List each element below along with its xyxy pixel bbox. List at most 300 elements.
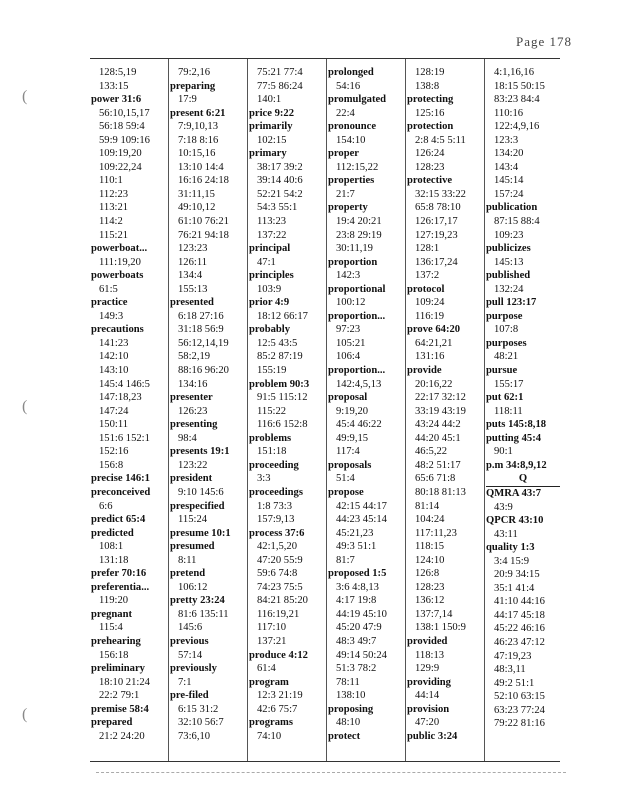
index-page-ref: 138:10: [336, 690, 366, 702]
index-page-ref: 42:6 75:7: [257, 703, 298, 715]
index-column-4: [328, 66, 387, 743]
index-term: prepared: [91, 717, 133, 729]
index-page-ref: 6:6: [99, 500, 113, 512]
index-page-ref: 7:9,10,13: [178, 121, 219, 133]
index-term: proposed 1:5: [328, 568, 387, 580]
index-page-ref: 151:6 152:1: [99, 432, 150, 444]
index-page-ref: 48:10: [336, 717, 361, 729]
index-page-ref: 111:19,20: [99, 256, 141, 268]
index-term: programs: [249, 717, 293, 729]
index-page-ref: 109:24: [415, 297, 445, 309]
index-page-ref: 145:6: [178, 622, 203, 634]
index-page-ref: 87:15 88:4: [494, 216, 540, 228]
index-page-ref: 145:13: [494, 256, 524, 268]
index-page-ref: 152:16: [99, 446, 129, 458]
index-page-ref: 74:10: [257, 730, 282, 742]
index-page-ref: 123:23: [178, 243, 208, 255]
index-term: power 31:6: [91, 94, 142, 106]
index-term: publication: [486, 202, 538, 214]
index-page-ref: 147:24: [99, 405, 129, 417]
index-term: pretend: [170, 568, 206, 580]
index-page-ref: 156:18: [99, 649, 129, 661]
index-page-ref: 65:6 71:8: [415, 473, 456, 485]
index-page-ref: 107:8: [494, 324, 519, 336]
index-page-ref: 117:10: [257, 622, 287, 634]
index-page-ref: 155:19: [257, 365, 287, 377]
index-page-ref: 48:3 49:7: [336, 635, 377, 647]
index-page-ref: 116:19: [415, 310, 445, 322]
index-page-ref: 80:18 81:13: [415, 486, 466, 498]
index-page-ref: 45:21,23: [336, 527, 374, 539]
index-page-ref: 35:1 41:4: [494, 582, 535, 594]
index-page-ref: 20:16,22: [415, 378, 453, 390]
index-term: proposals: [328, 459, 372, 471]
index-page-ref: 83:23 84:4: [494, 94, 540, 106]
index-page-ref: 52:10 63:15: [494, 691, 545, 703]
index-term: powerboats: [91, 270, 144, 282]
index-term: prehearing: [91, 635, 141, 647]
index-page-ref: 51:4: [336, 473, 355, 485]
index-term: pretty 23:24: [170, 595, 225, 607]
index-term: practice: [91, 297, 128, 309]
index-page-ref: 141:23: [99, 337, 129, 349]
index-column-1: [91, 66, 150, 743]
index-page-ref: 134:16: [178, 378, 208, 390]
index-page-ref: 100:12: [336, 297, 366, 309]
index-page-ref: 49:9,15: [336, 432, 369, 444]
index-page-ref: 142:3: [336, 270, 361, 282]
index-page-ref: 48:2 51:17: [415, 459, 461, 471]
index-term: precise 146:1: [91, 473, 150, 485]
index-page-ref: 54:3 55:1: [257, 202, 298, 214]
index-page-ref: 64:21,21: [415, 337, 453, 349]
index-term: president: [170, 473, 213, 485]
index-page-ref: 81:14: [415, 500, 440, 512]
index-page-ref: 8:11: [178, 554, 197, 566]
index-page-ref: 110:1: [99, 175, 123, 187]
index-page-ref: 74:23 75:5: [257, 581, 303, 593]
index-term: problem 90:3: [249, 378, 310, 390]
index-term: QPCR 43:10: [486, 515, 544, 527]
index-page-ref: 13:10 14:4: [178, 161, 224, 173]
index-page-ref: 4:17 19:8: [336, 595, 377, 607]
index-page-ref: 54:16: [336, 80, 361, 92]
index-term: proposing: [328, 703, 374, 715]
index-term: publicizes: [486, 243, 531, 255]
page-number: Page 178: [515, 34, 572, 49]
index-page-ref: 9:10 145:6: [178, 486, 224, 498]
column-divider: [326, 59, 327, 761]
index-page-ref: 114:2: [99, 216, 123, 228]
column-divider: [405, 59, 406, 761]
index-page-ref: 4:1,16,16: [494, 67, 535, 78]
index-term: preliminary: [91, 663, 145, 675]
punch-hole-mark-bottom: (: [22, 706, 28, 723]
index-page-ref: 122:4,9,16: [494, 121, 540, 133]
index-page-ref: 102:15: [257, 134, 287, 146]
index-page-ref: 115:21: [99, 229, 129, 241]
index-page-ref: 20:9 34:15: [494, 569, 540, 581]
index-page-ref: 137:22: [257, 229, 287, 241]
index-term: primarily: [249, 121, 293, 133]
index-term: provided: [407, 635, 448, 647]
index-page-ref: 131:16: [415, 351, 445, 363]
index-page-ref: 157:24: [494, 188, 524, 200]
index-term: principles: [249, 270, 294, 282]
index-page-ref: 49:10,12: [178, 202, 216, 214]
index-term: pre-filed: [170, 690, 209, 702]
index-page-ref: 39:14 40:6: [257, 175, 303, 187]
index-page-ref: 136:12: [415, 595, 445, 607]
index-page-ref: 140:1: [257, 94, 282, 106]
index-column-3: [249, 66, 309, 743]
index-page-ref: 45:22 46:16: [494, 623, 545, 635]
index-page-ref: 115:4: [99, 622, 123, 634]
index-page-ref: 113:23: [257, 216, 287, 228]
index-page-ref: 123:3: [494, 134, 519, 146]
index-term: presenter: [170, 392, 213, 404]
index-page-ref: 16:16 24:18: [178, 175, 229, 187]
index-term: process 37:6: [249, 527, 305, 539]
index-page-ref: 118:11: [494, 405, 523, 417]
index-term: precautions: [91, 324, 144, 336]
index-term: protecting: [407, 94, 454, 106]
index-page-ref: 155:13: [178, 283, 208, 295]
index-page-ref: 108:1: [99, 541, 124, 553]
index-page-ref: 1:8 73:3: [257, 500, 293, 512]
index-page-ref: 47:19,23: [494, 650, 532, 662]
index-page-ref: 48:21: [494, 351, 519, 363]
index-page-ref: 128:23: [415, 581, 445, 593]
index-page-ref: 59:6 74:8: [257, 568, 298, 580]
index-page-ref: 134:20: [494, 148, 524, 160]
index-page-ref: 7:1: [178, 676, 192, 688]
index-page-ref: 56:18 59:4: [99, 121, 145, 133]
punch-hole-mark-middle: (: [22, 398, 28, 415]
index-page-ref: 109:23: [494, 229, 524, 241]
index-page-ref: 134:4: [178, 270, 203, 282]
index-term: proportion...: [328, 310, 386, 322]
index-page-ref: 142:4,5,13: [336, 378, 382, 390]
index-page-ref: 79:2,16: [178, 67, 211, 78]
index-page-ref: 18:10 21:24: [99, 676, 150, 688]
index-term: provision: [407, 703, 450, 715]
index-term: purposes: [486, 337, 527, 349]
index-page-ref: 124:10: [415, 554, 445, 566]
index-page-ref: 81:6 135:11: [178, 608, 229, 620]
index-page-ref: 91:5 115:12: [257, 392, 308, 404]
index-page-ref: 10:15,16: [178, 148, 216, 160]
index-page-ref: 18:12 66:17: [257, 310, 308, 322]
index-page-ref: 128:1: [415, 243, 440, 255]
index-page-ref: 65:8 78:10: [415, 202, 461, 214]
index-term: presented: [170, 297, 214, 309]
index-page-ref: 128:23: [415, 161, 445, 173]
index-page-ref: 61:5: [99, 283, 118, 295]
index-page-ref: 31:18 56:9: [178, 324, 224, 336]
index-page-ref: 47:20: [415, 717, 440, 729]
index-term: presumed: [170, 541, 215, 553]
index-page-ref: 2:8 4:5 5:11: [415, 134, 466, 146]
index-page-ref: 143:4: [494, 161, 519, 173]
index-page-ref: 113:21: [99, 202, 129, 214]
index-page-ref: 125:16: [415, 107, 445, 119]
index-term: principal: [249, 243, 291, 255]
index-page-ref: 147:18,23: [99, 392, 142, 404]
index-term: published: [486, 270, 531, 282]
index-page-ref: 6:18 27:16: [178, 310, 224, 322]
index-page-ref: 143:10: [99, 365, 129, 377]
index-page-ref: 137:21: [257, 635, 287, 647]
index-page-ref: 79:22 81:16: [494, 718, 545, 730]
index-column-5: [407, 66, 466, 743]
index-term: presume 10:1: [170, 527, 231, 539]
index-term: proportion: [328, 256, 378, 268]
index-term: price 9:22: [249, 107, 295, 119]
index-term: primary: [249, 148, 287, 160]
index-page-ref: 21:2 24:20: [99, 730, 145, 742]
index-page-ref: 63:23 77:24: [494, 704, 545, 716]
index-page-ref: 106:12: [178, 581, 208, 593]
index-term: prove 64:20: [407, 324, 461, 336]
index-page-ref: 128:5,19: [99, 67, 137, 78]
index-page-ref: 150:11: [99, 419, 129, 431]
column-divider: [168, 59, 169, 761]
index-page-ref: 52:21 54:2: [257, 188, 303, 200]
punch-hole-mark-top: (: [22, 88, 28, 105]
index-term: previously: [170, 663, 217, 675]
index-page-ref: 116:19,21: [257, 608, 300, 620]
index-page-ref: 137:7,14: [415, 608, 453, 620]
index-page-ref: 112:23: [99, 188, 129, 200]
index-page-ref: 106:4: [336, 351, 361, 363]
index-page-ref: 12:3 21:19: [257, 690, 303, 702]
index-page-ref: 115:22: [257, 405, 287, 417]
index-page-ref: 30:11,19: [336, 243, 373, 255]
index-page-ref: 49:14 50:24: [336, 649, 387, 661]
index-page-ref: 77:5 86:24: [257, 80, 303, 92]
index-page-ref: 123:22: [178, 459, 208, 471]
index-term: premise 58:4: [91, 703, 149, 715]
index-term: probably: [249, 324, 291, 336]
index-page-ref: 44:19 45:10: [336, 608, 387, 620]
index-term: proper: [328, 148, 359, 160]
index-term: quality 1:3: [486, 542, 535, 554]
index-page-ref: 46:23 47:12: [494, 636, 545, 648]
index-page-ref: 43:24 44:2: [415, 419, 461, 431]
index-page-ref: 23:8 29:19: [336, 229, 382, 241]
index-page-ref: 33:19 43:19: [415, 405, 466, 417]
index-term: pregnant: [91, 608, 133, 620]
index-page-ref: 90:1: [494, 446, 513, 458]
index-page-ref: 32:15 33:22: [415, 188, 466, 200]
index-term: preparing: [170, 80, 216, 92]
index-page-ref: 154:10: [336, 134, 366, 146]
index-page-ref: 22:2 79:1: [99, 690, 140, 702]
index-page-ref: 9:19,20: [336, 405, 369, 417]
index-page-ref: 42:1,5,20: [257, 541, 298, 553]
footer-rule: [96, 772, 566, 773]
index-page-ref: 61:10 76:21: [178, 216, 229, 228]
index-term: provide: [407, 365, 442, 377]
index-page-ref: 56:12,14,19: [178, 337, 229, 349]
index-page-ref: 46:5,22: [415, 446, 448, 458]
index-term: public 3:24: [407, 730, 458, 742]
index-page-ref: 56:10,15,17: [99, 107, 150, 119]
index-page-ref: 151:18: [257, 446, 287, 458]
index-page-ref: 98:4: [178, 432, 197, 444]
index-page-ref: 126:11: [178, 256, 208, 268]
index-term: program: [249, 676, 289, 688]
index-term: presents 19:1: [170, 446, 230, 458]
index-page-ref: 43:9: [494, 501, 513, 513]
index-term: previous: [170, 635, 209, 647]
index-term: p.m 34:8,9,12: [486, 459, 547, 471]
index-page-ref: 12:5 43:5: [257, 337, 298, 349]
index-page-ref: 76:21 94:18: [178, 229, 229, 241]
index-page-ref: 105:21: [336, 337, 366, 349]
index-term: predict 65:4: [91, 514, 146, 526]
index-page-ref: 42:15 44:17: [336, 500, 387, 512]
index-term: pursue: [486, 365, 518, 377]
index-term: proposal: [328, 392, 368, 404]
index-page-ref: 104:24: [415, 514, 445, 526]
index-page-ref: 84:21 85:20: [257, 595, 308, 607]
index-page-ref: 119:20: [99, 595, 129, 607]
index-term: put 62:1: [486, 392, 524, 404]
index-column-6: [486, 66, 560, 731]
index-page-ref: 138:1 150:9: [415, 622, 466, 634]
index-page-ref: 118:15: [415, 541, 445, 553]
index-column-2: [170, 66, 231, 743]
index-page-ref: 18:15 50:15: [494, 80, 545, 92]
index-page-ref: 44:23 45:14: [336, 514, 387, 526]
index-page-ref: 59:9 109:16: [99, 134, 150, 146]
index-term: present 6:21: [170, 107, 226, 119]
index-term: proportional: [328, 283, 386, 295]
index-term: protective: [407, 175, 453, 187]
index-page-ref: 75:21 77:4: [257, 67, 303, 78]
index-term: providing: [407, 676, 451, 688]
index-term: presenting: [170, 419, 218, 431]
index-page-ref: 44:17 45:18: [494, 609, 545, 621]
index-page-ref: 137:2: [415, 270, 440, 282]
index-page-ref: 112:15,22: [336, 161, 379, 173]
index-term: purpose: [486, 310, 523, 322]
index-page-ref: 109:19,20: [99, 148, 142, 160]
index-page-ref: 45:4 46:22: [336, 419, 382, 431]
index-term: property: [328, 202, 368, 214]
index-page-ref: 57:14: [178, 649, 203, 661]
column-divider: [247, 59, 248, 761]
index-term: pull 123:17: [486, 297, 537, 309]
index-page-ref: 43:11: [494, 528, 518, 540]
index-term: problems: [249, 432, 292, 444]
index-page-ref: 47:20 55:9: [257, 554, 303, 566]
index-page-ref: 3:3: [257, 473, 271, 485]
index-term: protect: [328, 730, 361, 742]
index-term: puts 145:8,18: [486, 419, 547, 431]
index-page-ref: 131:18: [99, 554, 129, 566]
index-page-ref: 149:3: [99, 310, 124, 322]
index-page-ref: 117:11,23: [415, 527, 457, 539]
index-page-ref: 44:14: [415, 690, 440, 702]
index-term: proceeding: [249, 459, 299, 471]
index-page-ref: 117:4: [336, 446, 360, 458]
index-page-ref: 47:1: [257, 256, 276, 268]
index-term: predicted: [91, 527, 134, 539]
index-page-ref: 118:13: [415, 649, 445, 661]
index-term: putting 45:4: [486, 432, 542, 444]
index-page-ref: 97:23: [336, 324, 361, 336]
index-page-ref: 145:4 146:5: [99, 378, 150, 390]
index-page-ref: 88:16 96:20: [178, 365, 229, 377]
index-page-ref: 109:22,24: [99, 161, 142, 173]
index-term: pronounce: [328, 121, 377, 133]
index-page-ref: 61:4: [257, 663, 276, 675]
index-page-ref: 110:16: [494, 107, 524, 119]
index-page-ref: 3:6 4:8,13: [336, 581, 379, 593]
index-page-ref: 133:15: [99, 80, 129, 92]
index-page-ref: 6:15 31:2: [178, 703, 219, 715]
index-page-ref: 132:24: [494, 283, 524, 295]
index-page-ref: 126:23: [178, 405, 208, 417]
index-term: proportion...: [328, 365, 386, 377]
index-page-ref: 157:9,13: [257, 514, 295, 526]
index-page-ref: 115:24: [178, 514, 208, 526]
index-page-ref: 21:7: [336, 188, 355, 200]
index-term: protection: [407, 121, 454, 133]
index-page-ref: 103:9: [257, 283, 282, 295]
index-term: preconceived: [91, 486, 151, 498]
index-term: protocol: [407, 283, 445, 295]
index-term: promulgated: [328, 94, 387, 106]
index-page-ref: 32:10 56:7: [178, 717, 224, 729]
index-page-ref: 85:2 87:19: [257, 351, 303, 363]
index-page-ref: 81:7: [336, 554, 355, 566]
index-term: propose: [328, 486, 364, 498]
index-page-ref: 31:11,15: [178, 188, 215, 200]
index-term: prior 4:9: [249, 297, 290, 309]
index-page-ref: 7:18 8:16: [178, 134, 219, 146]
index-page-ref: 49:3 51:1: [336, 541, 377, 553]
index-term: powerboat...: [91, 243, 148, 255]
index-page-ref: 78:11: [336, 676, 360, 688]
index-page-ref: 41:10 44:16: [494, 596, 545, 608]
index-page-ref: 126:24: [415, 148, 445, 160]
index-page-ref: 48:3,11: [494, 664, 526, 676]
index-page-ref: 45:20 47:9: [336, 622, 382, 634]
index-term: prefer 70:16: [91, 568, 147, 580]
index-page-ref: 156:8: [99, 459, 124, 471]
index-term: QMRA 43:7: [486, 487, 542, 499]
index-page-ref: 155:17: [494, 378, 524, 390]
index-page-ref: 17:9: [178, 94, 197, 106]
index-page-ref: 49:2 51:1: [494, 677, 535, 689]
index-term: produce 4:12: [249, 649, 308, 661]
index-page-ref: 51:3 78:2: [336, 663, 377, 675]
index-page-ref: 145:14: [494, 175, 524, 187]
index-page-ref: 127:19,23: [415, 229, 458, 241]
index-letter-divider: Q: [486, 472, 560, 487]
index-page-ref: 3:4 15:9: [494, 555, 530, 567]
index-page-ref: 136:17,24: [415, 256, 458, 268]
index-page-ref: 126:8: [415, 568, 440, 580]
index-page-ref: 129:9: [415, 663, 440, 675]
index-page-ref: 142:10: [99, 351, 129, 363]
index-term: prespecified: [170, 500, 225, 512]
index-page-ref: 22:4: [336, 107, 355, 119]
